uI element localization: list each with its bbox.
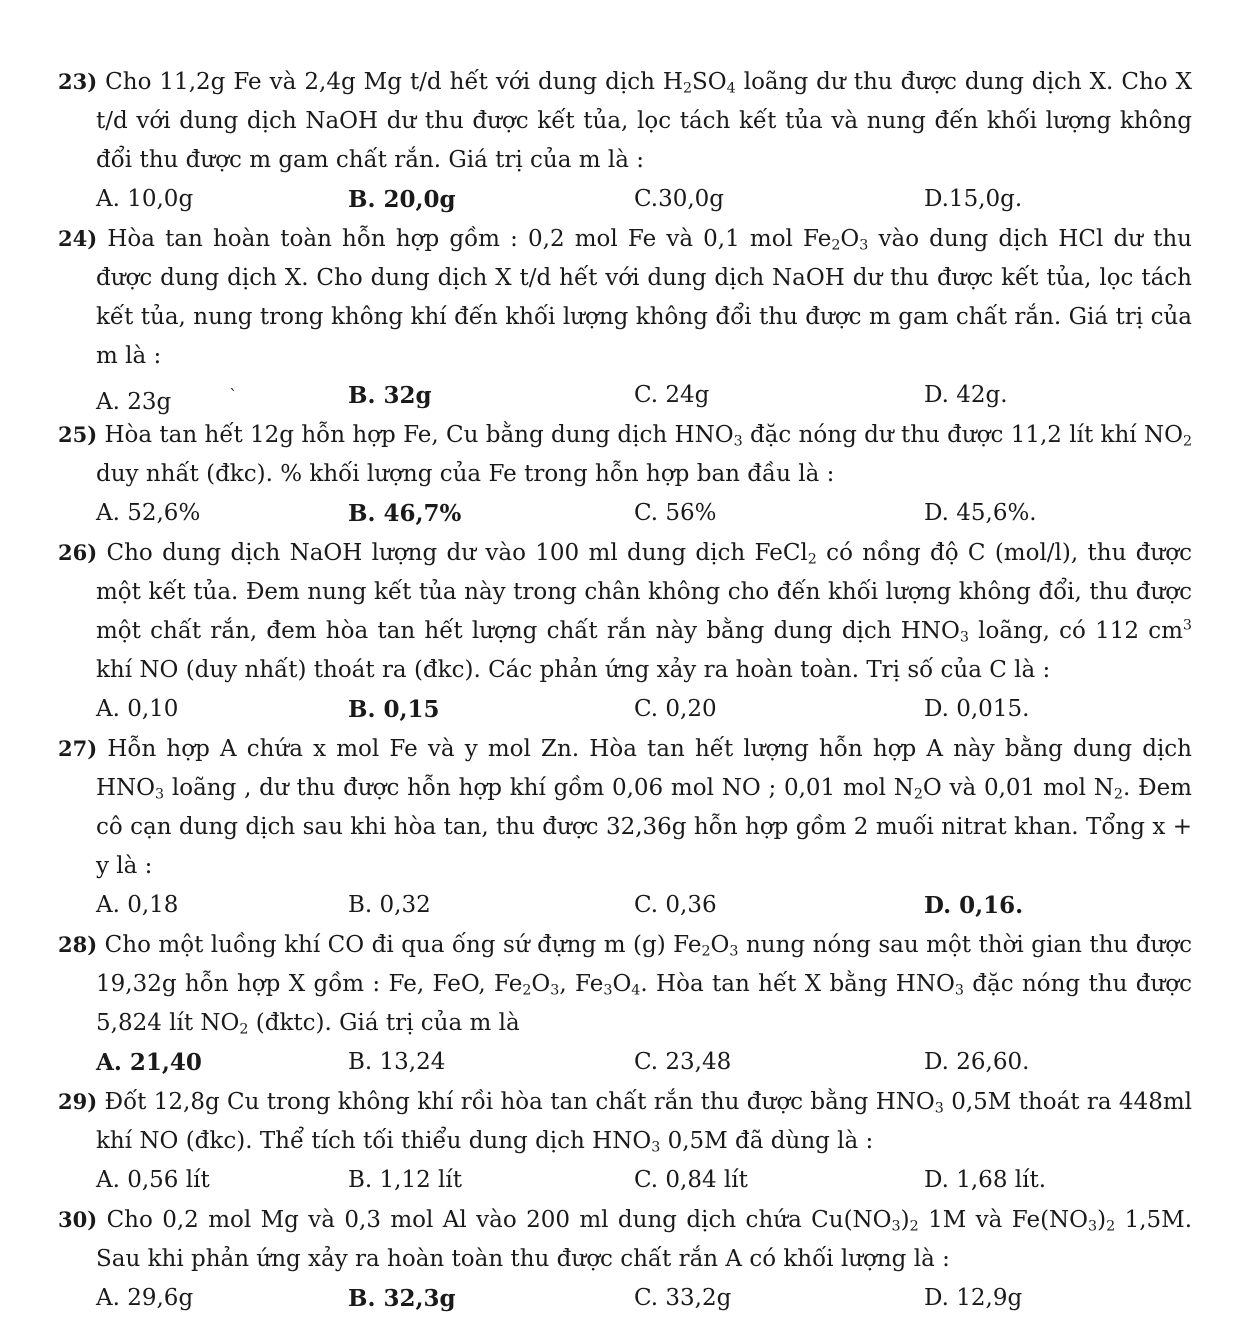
stray-mark: ` [229, 386, 238, 405]
exercise-page [58, 62, 1192, 1318]
answer-option-c: C. 56% [634, 500, 717, 526]
subscript: 2 [1182, 433, 1193, 450]
subscript: 3 [959, 629, 969, 646]
answer-option-d: D. 45,6%. [924, 500, 1037, 526]
answer-option-b: B. 32g [348, 382, 432, 409]
answer-option-d: D. 26,60. [924, 1049, 1030, 1075]
answer-option-c: C. 0,20 [634, 696, 717, 722]
answer-option-b: B. 46,7% [348, 500, 462, 527]
answer-option-c: C. 33,2g [634, 1285, 732, 1311]
question-29 [58, 1082, 1192, 1200]
superscript: 3 [1182, 617, 1192, 634]
answer-option-a: A. 52,6% [96, 500, 201, 526]
question-number: 24) [58, 226, 98, 251]
subscript: 2 [1106, 1218, 1116, 1235]
answer-option-c: C. 23,48 [634, 1049, 732, 1075]
question-stem: 30) Cho 0,2 mol Mg và 0,3 mol Al vào 200 ml dung dịch chứa $Cu(NO_3)_2$ 1M và $Fe(NO_3)_2$ 1,5M. Sau khi phản ứng xảy ra hoàn toàn thu được chất rắn A có khối lượng là : [58, 1207, 1193, 1272]
subscript: 2 [807, 551, 817, 568]
question-stem: 25) Hòa tan hết 12g hỗn hợp Fe, Cu bằng dung dịch $HNO_3$ đặc nóng dư thu được 11,2 lít khí $NO_2$ duy nhất (đkc). % khối lượng của Fe trong hỗn hợp ban đầu là : [58, 422, 1193, 487]
subscript: 2 [1113, 786, 1123, 803]
answer-options [58, 690, 1192, 729]
answer-option-c: C. 24g [634, 382, 710, 408]
question-30 [58, 1200, 1192, 1318]
answer-options [58, 180, 1192, 219]
subscript: 2 [682, 80, 693, 97]
subscript: 2 [239, 1021, 249, 1038]
answer-options [58, 1279, 1192, 1318]
answer-options [58, 1043, 1192, 1082]
question-stem: 24) Hòa tan hoàn toàn hỗn hợp gồm : 0,2 mol Fe và 0,1 mol $Fe_2O_3$ vào dung dịch HCl dư thu được dung dịch X. Cho dung dịch X t/d hết với dung dịch NaOH dư thu được kết tủa, lọc tách kết tủa, nung trong không khí đến khối lượng không đổi thu được m gam chất rắn. Giá trị của m là : [58, 226, 1192, 369]
answer-option-d: D. 42g. [924, 382, 1008, 408]
answer-option-d: D. 12,9g [924, 1285, 1023, 1311]
question-stem: 28) Cho một luồng khí CO đi qua ống sứ đựng m (g) $Fe_2O_3$ nung nóng sau một thời gian thu được 19,32g hỗn hợp X gồm : Fe, FeO, $Fe_2O_3$, $Fe_3O_4$. Hòa tan hết X bằng $HNO_3$ đặc nóng thu được 5,824 lít $NO_2$ (đktc). Giá trị của m là [58, 932, 1193, 1038]
answer-options [58, 376, 1192, 415]
subscript: 3 [891, 1218, 901, 1235]
subscript: 3 [550, 982, 560, 999]
answer-options [58, 494, 1192, 533]
answer-option-d: D. 0,015. [924, 696, 1030, 722]
subscript: 2 [522, 982, 532, 999]
answer-option-b: B. 1,12 lít [348, 1167, 463, 1193]
question-stem: 29) Đốt 12,8g Cu trong không khí rồi hòa tan chất rắn thu được bằng $HNO_3$ 0,5M thoát ra 448ml khí NO (đkc). Thể tích tối thiểu dung dịch $HNO_3$ 0,5M đã dùng là : [58, 1089, 1192, 1156]
question-27 [58, 729, 1192, 925]
answer-option-c: C. 0,36 [634, 892, 717, 918]
answer-option-a: A. 21,40 [96, 1049, 202, 1076]
question-25 [58, 415, 1192, 533]
question-stem: 27) Hỗn hợp A chứa x mol Fe và y mol Zn. Hòa tan hết lượng hỗn hợp A này bằng dung dịch $HNO_3$ loãng , dư thu được hỗn hợp khí gồm 0,06 mol NO ; 0,01 mol $N_2O$ và 0,01 mol $N_2$. Đem cô cạn dung dịch sau khi hòa tan, thu được 32,36g hỗn hợp gồm 2 muối nitrat khan. Tổng x + y là : [58, 736, 1192, 879]
question-stem: 23) Cho 11,2g Fe và 2,4g Mg t/d hết với dung dịch $H_2SO_4$ loãng dư thu được dung dịch X. Cho X t/d với dung dịch NaOH dư thu được kết tủa, lọc tách kết tủa và nung đến khối lượng không đổi thu được m gam chất rắn. Giá trị của m là : [58, 69, 1192, 173]
answer-option-c: C. 0,84 lít [634, 1167, 748, 1193]
subscript: 2 [831, 237, 841, 254]
question-stem: 26) Cho dung dịch NaOH lượng dư vào 100 ml dung dịch FeCl$_2$ có nồng độ C (mol/l), thu được một kết tủa. Đem nung kết tủa này trong chân không cho đến khối lượng không đổi, thu được một chất rắn, đem hòa tan hết lượng chất rắn này bằng dung dịch $HNO_3$ loãng, có 112 $cm^3$ khí NO (duy nhất) thoát ra (đkc). Các phản ứng xảy ra hoàn toàn. Trị số của C là : [58, 540, 1192, 683]
answer-option-a: A. 0,18 [96, 892, 179, 918]
answer-option-c: C.30,0g [634, 186, 725, 212]
answer-option-d: D. 1,68 lít. [924, 1167, 1047, 1193]
answer-option-d: D.15,0g. [924, 186, 1023, 212]
answer-option-b: B. 13,24 [348, 1049, 446, 1075]
subscript: 4 [726, 80, 736, 97]
question-26 [58, 533, 1192, 729]
answer-option-a: A. 10,0g [96, 186, 194, 212]
answer-option-a: A. 29,6g [96, 1285, 194, 1311]
answer-option-d: D. 0,16. [924, 892, 1024, 919]
answer-option-a: A. 0,56 lít [96, 1167, 210, 1193]
answer-option-a: A. 0,10 [96, 696, 179, 722]
answer-option-b: B. 32,3g [348, 1285, 456, 1312]
answer-option-b: B. 0,15 [348, 696, 440, 723]
subscript: 2 [913, 786, 923, 803]
subscript: 3 [733, 433, 743, 450]
question-28 [58, 925, 1192, 1082]
question-23 [58, 62, 1192, 219]
question-number: 23) [58, 69, 98, 94]
question-number: 30) [58, 1207, 98, 1232]
answer-option-a: A. 23g ` [96, 386, 238, 415]
question-number: 25) [58, 422, 98, 447]
question-number: 26) [58, 540, 98, 565]
question-number: 29) [58, 1089, 98, 1114]
subscript: 2 [701, 943, 711, 960]
subscript: 3 [934, 1100, 944, 1117]
answer-options [58, 886, 1192, 925]
subscript: 3 [954, 982, 964, 999]
answer-option-b: B. 0,32 [348, 892, 431, 918]
subscript: 3 [729, 943, 739, 960]
subscript: 3 [155, 786, 165, 803]
question-number: 27) [58, 736, 98, 761]
subscript: 2 [909, 1218, 919, 1235]
subscript: 3 [859, 237, 869, 254]
subscript: 3 [603, 982, 613, 999]
subscript: 3 [651, 1139, 661, 1156]
answer-options [58, 1161, 1192, 1200]
subscript: 3 [1088, 1218, 1098, 1235]
answer-option-b: B. 20,0g [348, 186, 456, 213]
question-24 [58, 219, 1192, 415]
question-number: 28) [58, 932, 98, 957]
subscript: 4 [631, 982, 641, 999]
